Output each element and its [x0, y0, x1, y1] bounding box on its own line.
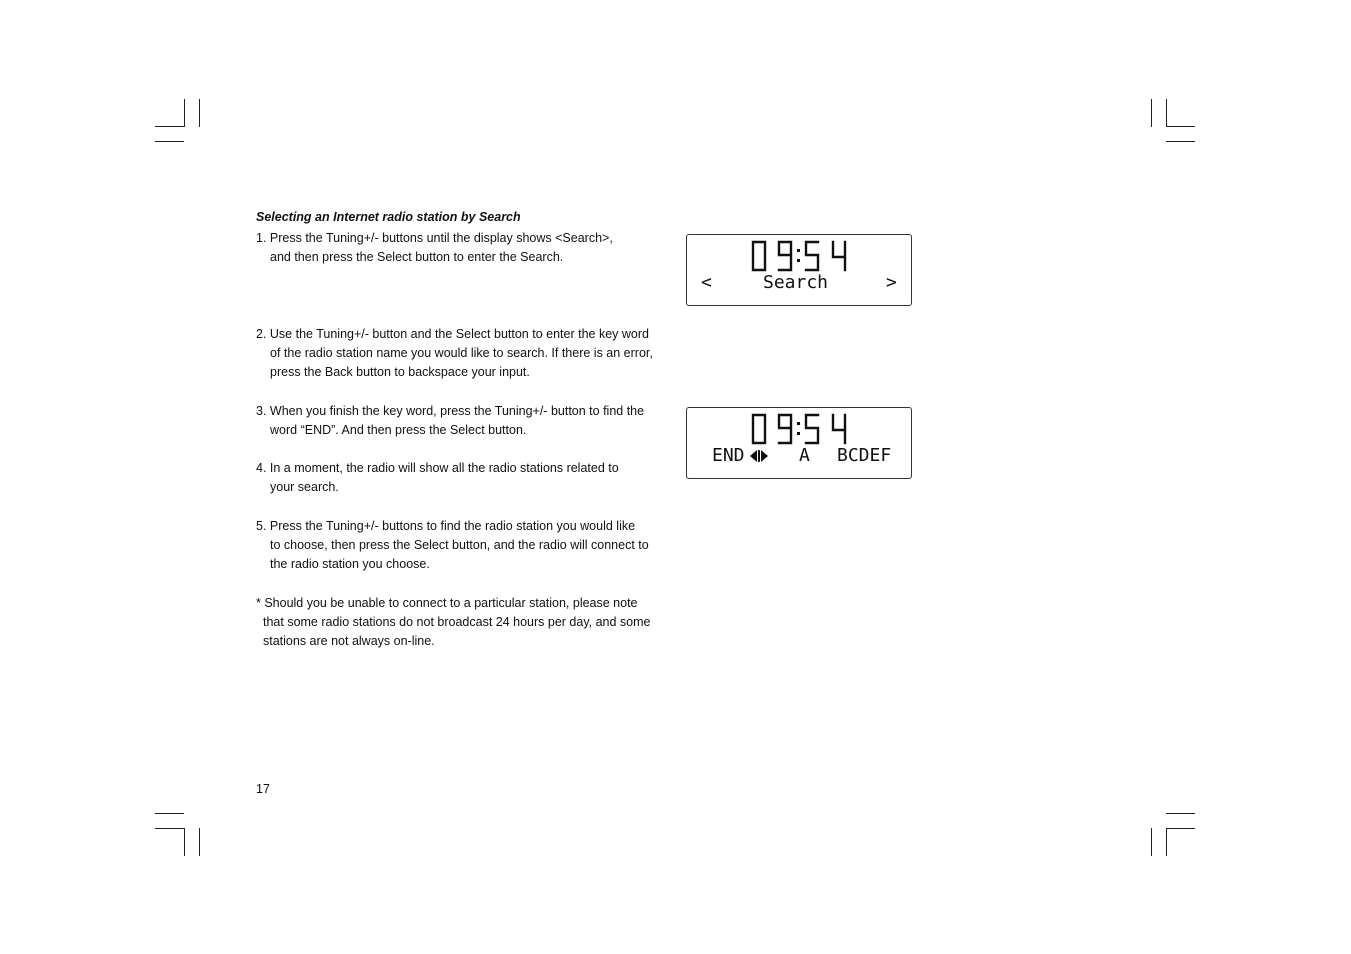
- lcd-clock-digits: [749, 412, 849, 446]
- crop-mark: [184, 99, 185, 127]
- step-line: and then press the Select button to enter the Search.: [270, 250, 564, 265]
- lcd-right-arrow: >: [886, 272, 897, 293]
- step-line: 3. When you finish the key word, press the Tuning+/- button to find the: [256, 404, 645, 418]
- crop-mark: [184, 828, 185, 856]
- step-line: to choose, then press the Select button, and the radio will connect to: [270, 538, 649, 553]
- crop-mark: [1166, 828, 1167, 856]
- crop-mark: [1166, 141, 1195, 142]
- crop-mark: [155, 126, 184, 127]
- step-line: 4. In a moment, the radio will show all the radio stations related to: [256, 461, 619, 475]
- step-line: the radio station you choose.: [270, 557, 430, 572]
- crop-mark: [199, 99, 200, 127]
- crop-mark: [1166, 99, 1167, 127]
- crop-mark: [155, 828, 184, 829]
- note: [256, 594, 676, 652]
- step-3: [256, 402, 676, 440]
- note-line: stations are not always on-line.: [263, 634, 435, 649]
- crop-mark: [1151, 99, 1152, 127]
- lcd-current-letter: A: [799, 445, 810, 466]
- step-line: 1. Press the Tuning+/- buttons until the display shows <Search>,: [256, 231, 613, 245]
- crop-mark: [1166, 813, 1195, 814]
- section-heading: Selecting an Internet radio station by Search: [256, 210, 521, 224]
- lcd-display-keyword: [686, 407, 912, 479]
- note-line: that some radio stations do not broadcast 24 hours per day, and some: [263, 615, 651, 630]
- step-line: of the radio station name you would like to search. If there is an error,: [270, 346, 653, 361]
- crop-mark: [1151, 828, 1152, 856]
- lcd-display-search: [686, 234, 912, 306]
- step-line: your search.: [270, 480, 339, 495]
- lcd-clock-digits: [749, 239, 849, 273]
- crop-mark: [1166, 828, 1195, 829]
- crop-mark: [155, 813, 184, 814]
- step-2: [256, 325, 676, 383]
- crop-mark: [155, 141, 184, 142]
- lcd-search-text: Search: [763, 272, 829, 293]
- step-line: 2. Use the Tuning+/- button and the Select button to enter the key word: [256, 327, 649, 341]
- note-line: * Should you be unable to connect to a particular station, please note: [256, 596, 638, 610]
- step-4: [256, 459, 676, 497]
- crop-mark: [199, 828, 200, 856]
- step-1: [256, 229, 676, 267]
- lcd-next-letters: BCDEF: [837, 445, 892, 466]
- step-line: word “END”. And then press the Select button.: [270, 423, 527, 438]
- step-line: 5. Press the Tuning+/- buttons to find the radio station you would like: [256, 519, 636, 533]
- step-line: press the Back button to backspace your input.: [270, 365, 530, 380]
- page-number: 17: [256, 782, 270, 796]
- step-5: [256, 517, 676, 575]
- lcd-end-label: END: [712, 445, 745, 466]
- crop-mark: [1166, 126, 1195, 127]
- scroll-arrows-icon: [750, 450, 768, 462]
- lcd-left-arrow: <: [701, 272, 712, 293]
